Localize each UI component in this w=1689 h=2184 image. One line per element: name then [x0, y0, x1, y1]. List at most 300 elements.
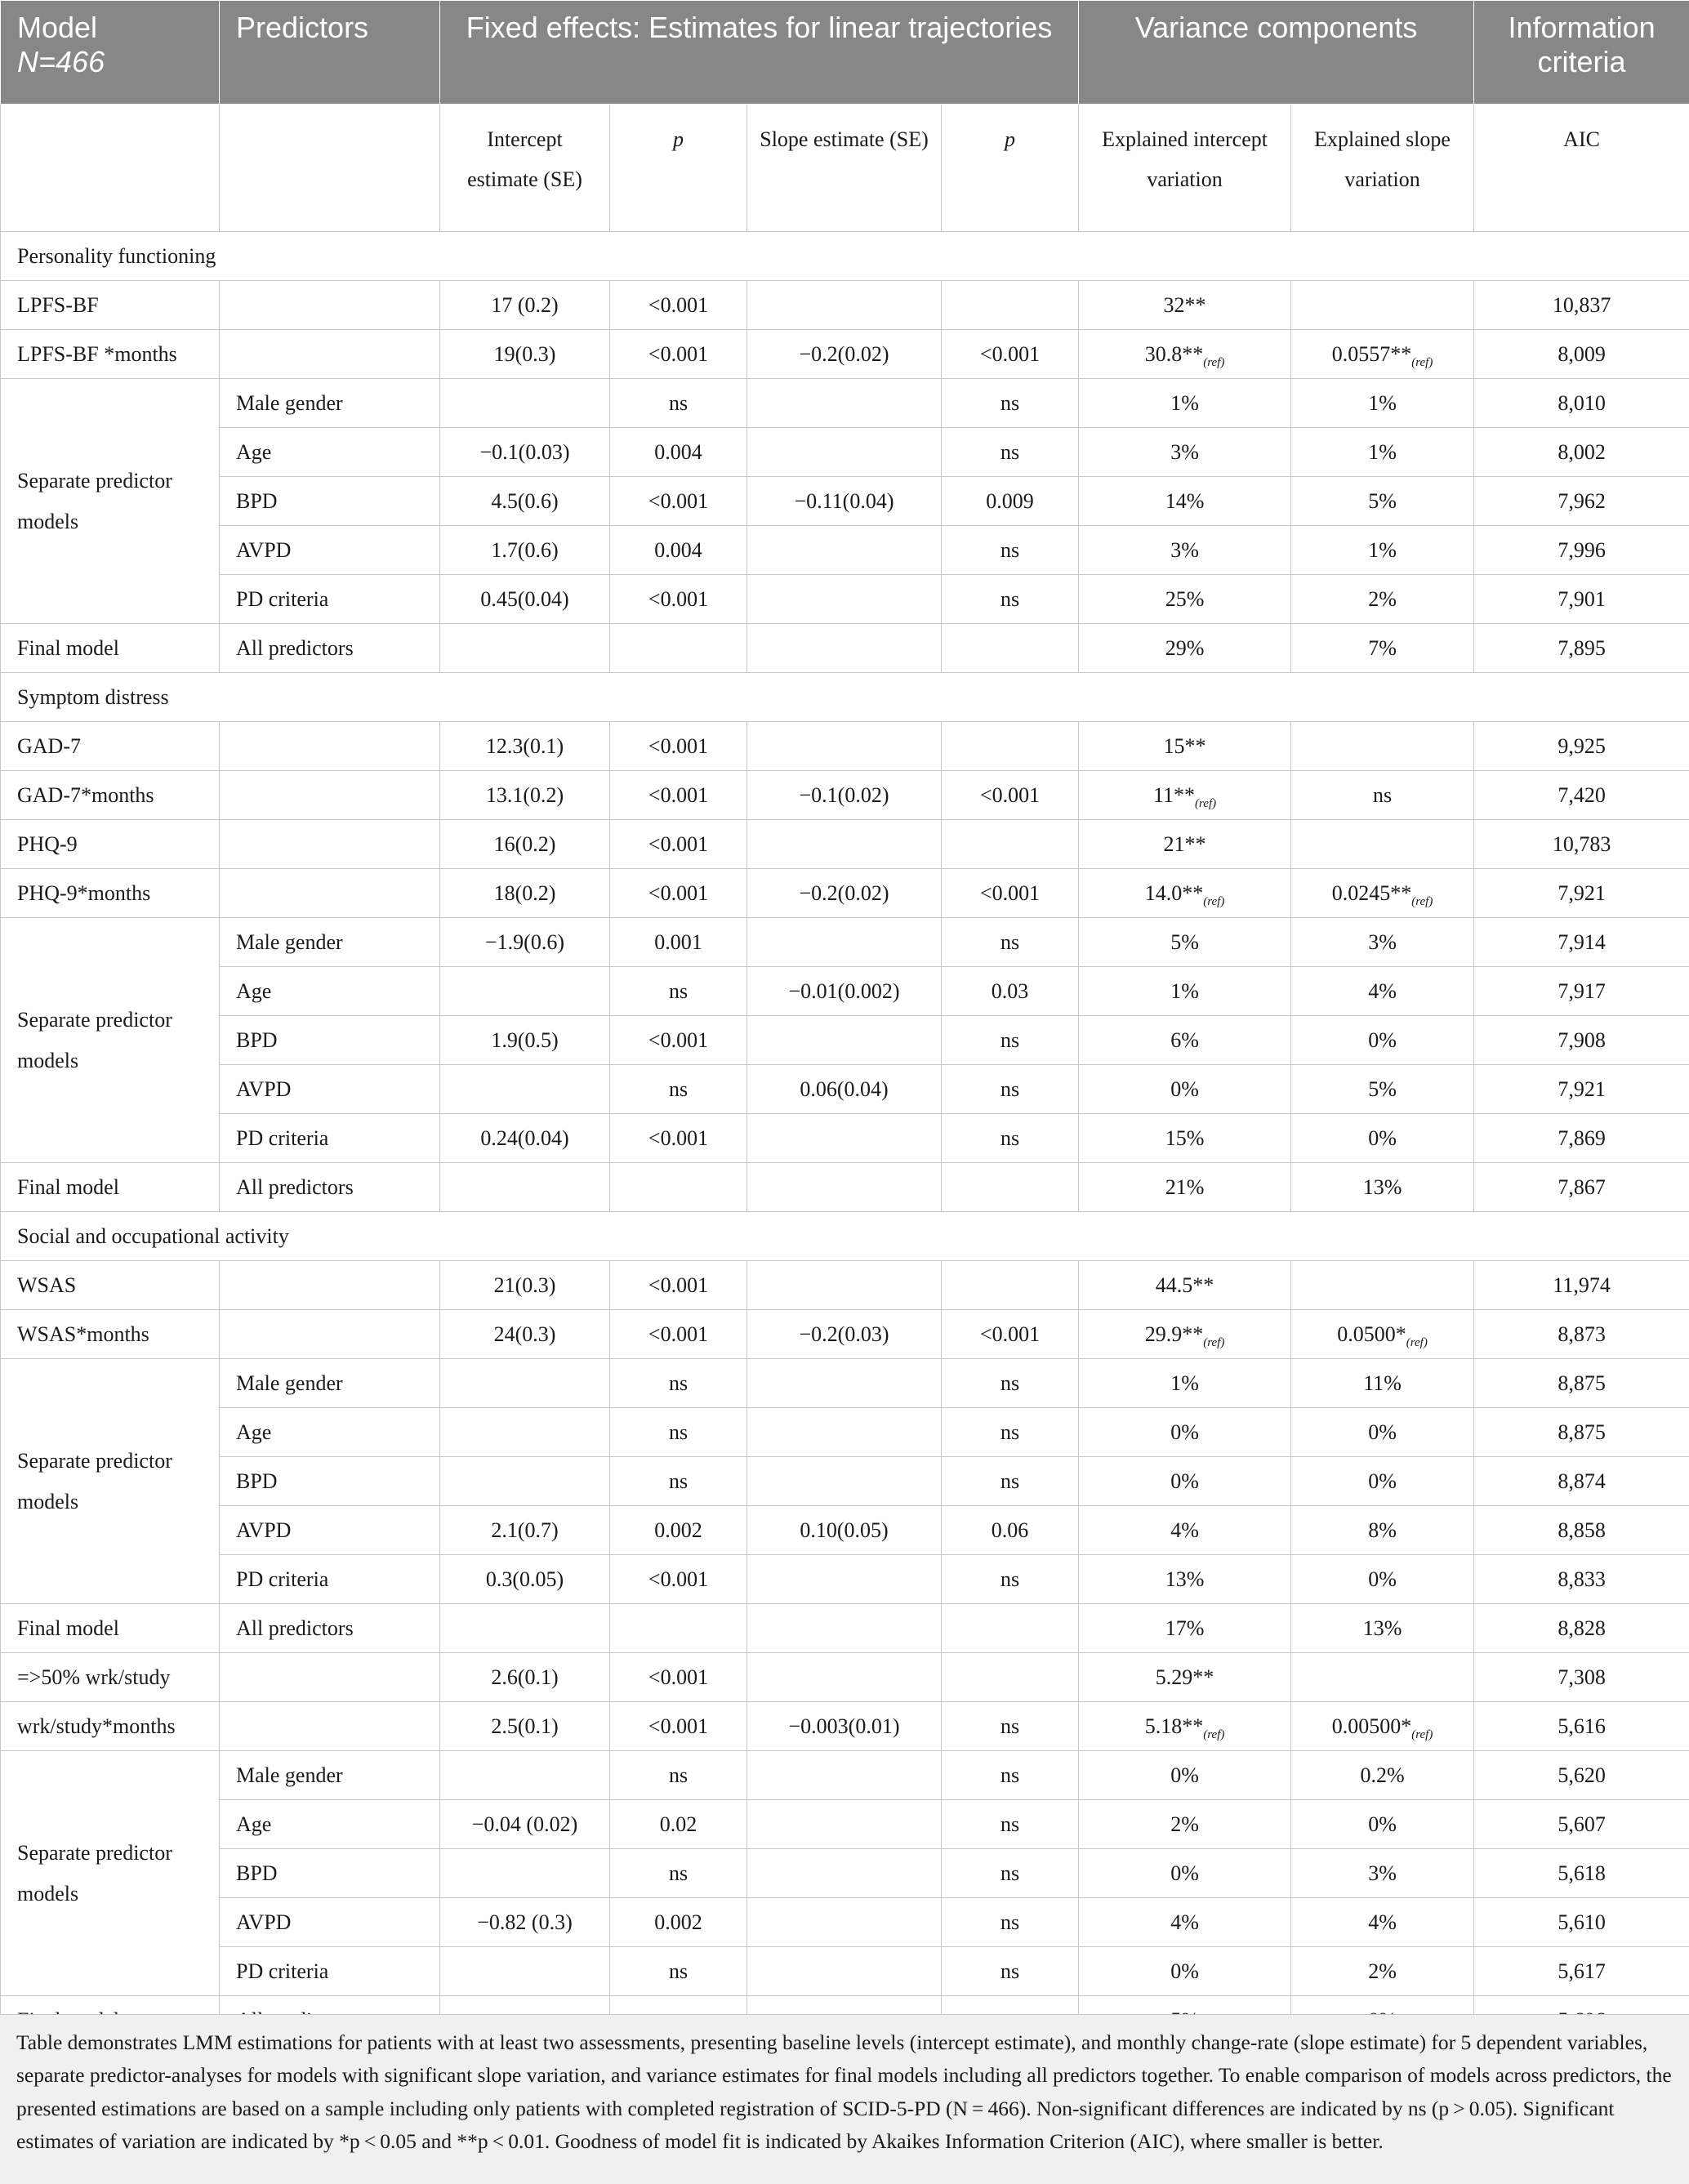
slope-cell — [747, 1506, 942, 1555]
slope-cell — [747, 379, 942, 428]
predictor-cell: AVPD — [220, 1898, 440, 1947]
p-cell — [942, 1163, 1079, 1212]
cell-value: 2.5(0.1) — [491, 1714, 559, 1738]
slope-cell — [747, 624, 942, 673]
p-cell — [610, 967, 747, 1016]
cell-value: 5,620 — [1558, 1763, 1606, 1787]
cell-value: 5,618 — [1558, 1861, 1606, 1885]
p-cell — [610, 330, 747, 379]
intercept-cell — [440, 1065, 610, 1114]
intercept-cell — [440, 869, 610, 918]
aic-cell — [1474, 1604, 1689, 1653]
slope-cell — [747, 1163, 942, 1212]
aic-cell — [1474, 1702, 1689, 1751]
cell-value: 0.002 — [654, 1910, 702, 1934]
cell-value: ns — [1000, 1371, 1020, 1395]
table-row — [1, 1653, 1689, 1702]
section-title: Symptom distress — [1, 673, 1689, 722]
predictor-cell: PD criteria — [220, 575, 440, 624]
intercept-cell — [440, 281, 610, 330]
p-cell — [610, 281, 747, 330]
explained-intercept-cell — [1079, 1800, 1291, 1849]
slope-cell — [747, 1408, 942, 1457]
table-row — [1, 967, 1689, 1016]
explained-slope-cell — [1291, 477, 1474, 526]
p-cell — [610, 1898, 747, 1947]
table-row — [1, 869, 1689, 918]
explained-intercept-cell — [1079, 1898, 1291, 1947]
p-cell — [610, 526, 747, 575]
group-label: Separate predictor models — [1, 1751, 220, 1996]
cell-value: 0% — [1368, 1469, 1397, 1493]
cell-value: <0.001 — [648, 831, 709, 856]
cell-value: 1% — [1368, 439, 1397, 464]
cell-value: 8,858 — [1558, 1518, 1606, 1542]
slope-cell — [747, 771, 942, 820]
table-row — [1, 1261, 1689, 1310]
cell-value: 11** — [1152, 782, 1196, 807]
p-cell — [610, 1751, 747, 1800]
table-row — [1, 1947, 1689, 1996]
cell-value: <0.001 — [648, 1322, 709, 1346]
intercept-cell — [440, 1114, 610, 1163]
slope-cell — [747, 1310, 942, 1359]
cell-value: ns — [1000, 1910, 1020, 1934]
cell-value: ns — [668, 1420, 689, 1444]
model-cell: Final model — [1, 624, 220, 673]
table-row — [1, 1359, 1689, 1408]
predictor-cell — [220, 820, 440, 869]
cell-value: ns — [1000, 1959, 1020, 1983]
section-title: Personality functioning — [1, 232, 1689, 281]
p-cell — [610, 428, 747, 477]
explained-intercept-cell — [1079, 1408, 1291, 1457]
p-cell — [942, 1457, 1079, 1506]
explained-intercept-cell — [1079, 1065, 1291, 1114]
predictor-cell: BPD — [220, 477, 440, 526]
explained-intercept-cell — [1079, 477, 1291, 526]
cell-value: 0.00500* — [1331, 1714, 1412, 1738]
intercept-cell — [440, 1359, 610, 1408]
ref-marker: (ref) — [1203, 355, 1225, 369]
p-cell — [942, 967, 1079, 1016]
model-cell: WSAS*months — [1, 1310, 220, 1359]
p-cell — [610, 1702, 747, 1751]
cell-value: 21** — [1163, 831, 1206, 856]
cell-value: 5,616 — [1558, 1714, 1606, 1738]
cell-value: 4% — [1368, 1910, 1397, 1934]
header-variance-components: Variance components — [1079, 1, 1474, 105]
intercept-cell — [440, 1016, 610, 1065]
cell-value: <0.001 — [648, 880, 709, 905]
cell-value: 0.06(0.04) — [800, 1076, 889, 1101]
explained-slope-cell — [1291, 379, 1474, 428]
cell-value: 8,873 — [1558, 1322, 1606, 1346]
cell-value: 0.0500* — [1337, 1322, 1406, 1346]
cell-value: ns — [668, 1469, 689, 1493]
table-row — [1, 1506, 1689, 1555]
p-cell — [610, 477, 747, 526]
p-cell — [610, 379, 747, 428]
table-row — [1, 1751, 1689, 1800]
aic-cell — [1474, 575, 1689, 624]
explained-slope-cell — [1291, 428, 1474, 477]
p-cell — [942, 1702, 1079, 1751]
intercept-cell — [440, 1947, 610, 1996]
predictor-cell: All predictors — [220, 1163, 440, 1212]
p-cell — [942, 1751, 1079, 1800]
explained-intercept-cell — [1079, 1702, 1291, 1751]
model-cell: WSAS — [1, 1261, 220, 1310]
explained-intercept-cell — [1079, 575, 1291, 624]
cell-value: 0.002 — [654, 1518, 702, 1542]
explained-intercept-cell — [1079, 1506, 1291, 1555]
cell-value: <0.001 — [648, 586, 709, 611]
slope-cell — [747, 526, 942, 575]
aic-cell — [1474, 1800, 1689, 1849]
subheader-slope: Slope estimate (SE) — [747, 105, 942, 232]
p-cell — [942, 1555, 1079, 1604]
cell-value: 7,420 — [1558, 782, 1606, 807]
aic-cell — [1474, 1898, 1689, 1947]
aic-cell — [1474, 1163, 1689, 1212]
intercept-cell — [440, 526, 610, 575]
aic-cell — [1474, 1506, 1689, 1555]
section-title: Social and occupational activity — [1, 1212, 1689, 1261]
cell-value: 7,996 — [1558, 537, 1606, 562]
cell-value: 17 (0.2) — [491, 292, 559, 317]
p-cell — [942, 526, 1079, 575]
p-cell — [610, 1408, 747, 1457]
cell-value: 13% — [1165, 1567, 1205, 1591]
cell-value: 0.45(0.04) — [480, 586, 569, 611]
cell-value: 0% — [1368, 1420, 1397, 1444]
explained-slope-cell — [1291, 1261, 1474, 1310]
aic-cell — [1474, 1065, 1689, 1114]
cell-value: 13% — [1362, 1174, 1402, 1199]
cell-value: 19(0.3) — [493, 341, 556, 366]
header-model-label: Model — [17, 11, 98, 44]
predictor-cell: Age — [220, 428, 440, 477]
subheader-explained-intercept: Explained intercept variation — [1079, 105, 1291, 232]
cell-value: 3% — [1368, 1861, 1397, 1885]
cell-value: ns — [1000, 1076, 1020, 1101]
cell-value: 2% — [1368, 1959, 1397, 1983]
cell-value: 8% — [1368, 1518, 1397, 1542]
explained-slope-cell — [1291, 1849, 1474, 1898]
p-cell — [610, 1261, 747, 1310]
p-cell — [610, 1114, 747, 1163]
model-cell: LPFS-BF — [1, 281, 220, 330]
cell-value: 0% — [1368, 1567, 1397, 1591]
cell-value: −0.003(0.01) — [788, 1714, 900, 1738]
cell-value: 17% — [1165, 1616, 1205, 1640]
cell-value: 44.5** — [1155, 1273, 1214, 1297]
slope-cell — [747, 1555, 942, 1604]
predictor-cell: BPD — [220, 1849, 440, 1898]
cell-value: 0.06 — [991, 1518, 1029, 1542]
cell-value: 8,875 — [1558, 1371, 1606, 1395]
explained-intercept-cell — [1079, 1457, 1291, 1506]
aic-cell — [1474, 1016, 1689, 1065]
explained-intercept-cell — [1079, 1604, 1291, 1653]
cell-value: ns — [668, 390, 689, 415]
table-row — [1, 428, 1689, 477]
p-cell — [942, 771, 1079, 820]
predictor-cell — [220, 722, 440, 771]
header-row — [1, 1, 1689, 105]
aic-cell — [1474, 624, 1689, 673]
aic-cell — [1474, 330, 1689, 379]
slope-cell — [747, 281, 942, 330]
cell-value: 0.02 — [659, 1812, 697, 1836]
subheader-p: p — [610, 105, 747, 232]
predictor-cell: All predictors — [220, 1604, 440, 1653]
cell-value: 12.3(0.1) — [485, 733, 564, 758]
intercept-cell — [440, 1800, 610, 1849]
p-cell — [942, 1408, 1079, 1457]
cell-value: −0.1(0.03) — [479, 439, 570, 464]
explained-slope-cell — [1291, 1653, 1474, 1702]
cell-value: 1% — [1170, 390, 1199, 415]
cell-value: 0% — [1368, 1812, 1397, 1836]
cell-value: 0.2% — [1360, 1763, 1405, 1787]
header-fixed-effects: Fixed effects: Estimates for linear trajectories — [440, 1, 1079, 105]
cell-value: 5,607 — [1558, 1812, 1606, 1836]
cell-value: 5% — [1170, 929, 1199, 954]
model-cell: PHQ-9 — [1, 820, 220, 869]
aic-cell — [1474, 1751, 1689, 1800]
section-row — [1, 1212, 1689, 1261]
explained-slope-cell — [1291, 1800, 1474, 1849]
cell-value: 21% — [1165, 1174, 1205, 1199]
predictor-cell: BPD — [220, 1457, 440, 1506]
cell-value: 0% — [1170, 1420, 1199, 1444]
predictor-cell: All predictors — [220, 624, 440, 673]
cell-value: 8,828 — [1558, 1616, 1606, 1640]
cell-value: −0.2(0.02) — [799, 341, 889, 366]
cell-value: 1.7(0.6) — [491, 537, 559, 562]
cell-value: ns — [1000, 1125, 1020, 1150]
intercept-cell — [440, 330, 610, 379]
explained-intercept-cell — [1079, 379, 1291, 428]
cell-value: 4% — [1170, 1910, 1199, 1934]
subheader-empty — [1, 105, 220, 232]
intercept-cell — [440, 1506, 610, 1555]
table-row — [1, 1604, 1689, 1653]
p-cell — [610, 1604, 747, 1653]
predictor-cell: Male gender — [220, 379, 440, 428]
table-row — [1, 526, 1689, 575]
cell-value: 0% — [1368, 1125, 1397, 1150]
slope-cell — [747, 1800, 942, 1849]
cell-value: 5% — [1368, 1076, 1397, 1101]
slope-cell — [747, 1702, 942, 1751]
cell-value: ns — [668, 1763, 689, 1787]
intercept-cell — [440, 771, 610, 820]
p-cell — [610, 575, 747, 624]
slope-cell — [747, 869, 942, 918]
table-row — [1, 918, 1689, 967]
cell-value: 14% — [1165, 488, 1205, 513]
subheader-explained-slope: Explained slope variation — [1291, 105, 1474, 232]
cell-value: <0.001 — [979, 880, 1041, 905]
p-cell — [942, 428, 1079, 477]
cell-value: 29.9** — [1144, 1322, 1204, 1346]
cell-value: <0.001 — [979, 782, 1041, 807]
cell-value: <0.001 — [648, 292, 709, 317]
aic-cell — [1474, 281, 1689, 330]
cell-value: 8,874 — [1558, 1469, 1606, 1493]
p-cell — [610, 1163, 747, 1212]
cell-value: 7,908 — [1558, 1027, 1606, 1052]
cell-value: 3% — [1170, 439, 1199, 464]
explained-slope-cell — [1291, 1114, 1474, 1163]
cell-value: 1% — [1368, 390, 1397, 415]
subheader-aic: AIC — [1474, 105, 1689, 232]
explained-slope-cell — [1291, 1506, 1474, 1555]
intercept-cell — [440, 1261, 610, 1310]
cell-value: 2.6(0.1) — [491, 1665, 559, 1689]
explained-intercept-cell — [1079, 1016, 1291, 1065]
p-cell — [610, 1506, 747, 1555]
group-label: Separate predictor models — [1, 379, 220, 624]
cell-value: 10,837 — [1552, 292, 1611, 317]
cell-value: 0% — [1170, 1469, 1199, 1493]
cell-value: 0.24(0.04) — [480, 1125, 569, 1150]
cell-value: ns — [1000, 1420, 1020, 1444]
p-cell — [942, 869, 1079, 918]
table-row — [1, 820, 1689, 869]
explained-slope-cell — [1291, 722, 1474, 771]
explained-intercept-cell — [1079, 1653, 1291, 1702]
p-cell — [942, 820, 1079, 869]
model-cell: wrk/study*months — [1, 1702, 220, 1751]
explained-intercept-cell — [1079, 526, 1291, 575]
predictor-cell — [220, 1310, 440, 1359]
subheader-intercept: Intercept estimate (SE) — [440, 105, 610, 232]
table-row — [1, 1163, 1689, 1212]
subheader-empty — [220, 105, 440, 232]
header-information-criteria: Information criteria — [1474, 1, 1689, 105]
cell-value: 8,009 — [1558, 341, 1606, 366]
section-row — [1, 673, 1689, 722]
slope-cell — [747, 428, 942, 477]
p-cell — [942, 477, 1079, 526]
cell-value: 0.10(0.05) — [800, 1518, 889, 1542]
explained-slope-cell — [1291, 281, 1474, 330]
intercept-cell — [440, 379, 610, 428]
explained-slope-cell — [1291, 1555, 1474, 1604]
p-cell — [610, 624, 747, 673]
cell-value: 7,921 — [1558, 1076, 1606, 1101]
table-row — [1, 1898, 1689, 1947]
cell-value: −0.2(0.02) — [799, 880, 889, 905]
cell-value: 30.8** — [1144, 341, 1204, 366]
cell-value: 16(0.2) — [493, 831, 556, 856]
cell-value: 0.3(0.05) — [485, 1567, 564, 1591]
slope-cell — [747, 477, 942, 526]
cell-value: 1% — [1170, 1371, 1199, 1395]
explained-intercept-cell — [1079, 722, 1291, 771]
cell-value: 7% — [1368, 635, 1397, 660]
cell-value: 15** — [1163, 733, 1206, 758]
cell-value: 25% — [1165, 586, 1205, 611]
cell-value: 0% — [1170, 1959, 1199, 1983]
header-predictors: Predictors — [220, 1, 440, 105]
intercept-cell — [440, 1310, 610, 1359]
aic-cell — [1474, 1114, 1689, 1163]
p-cell — [610, 1359, 747, 1408]
section-row — [1, 232, 1689, 281]
cell-value: 5% — [1368, 488, 1397, 513]
cell-value: 0.004 — [654, 439, 702, 464]
slope-cell — [747, 1016, 942, 1065]
predictor-cell: AVPD — [220, 1065, 440, 1114]
cell-value: −0.01(0.002) — [788, 978, 900, 1003]
cell-value: 14.0** — [1144, 880, 1204, 905]
explained-slope-cell — [1291, 624, 1474, 673]
slope-cell — [747, 1947, 942, 1996]
intercept-cell — [440, 1457, 610, 1506]
ref-marker: (ref) — [1195, 796, 1217, 810]
model-cell: =>50% wrk/study — [1, 1653, 220, 1702]
aic-cell — [1474, 722, 1689, 771]
predictor-cell: Age — [220, 967, 440, 1016]
predictor-cell — [220, 281, 440, 330]
cell-value: 7,921 — [1558, 880, 1606, 905]
table-row — [1, 477, 1689, 526]
explained-intercept-cell — [1079, 1751, 1291, 1800]
subheader-row — [1, 105, 1689, 232]
cell-value: 18(0.2) — [493, 880, 556, 905]
p-cell — [610, 1310, 747, 1359]
table-row — [1, 624, 1689, 673]
table-row — [1, 575, 1689, 624]
cell-value: 5.29** — [1155, 1665, 1214, 1689]
slope-cell — [747, 918, 942, 967]
cell-value: 7,914 — [1558, 929, 1606, 954]
predictor-cell: Age — [220, 1408, 440, 1457]
explained-slope-cell — [1291, 1947, 1474, 1996]
predictor-cell: Male gender — [220, 1359, 440, 1408]
predictor-cell: AVPD — [220, 1506, 440, 1555]
slope-cell — [747, 1751, 942, 1800]
ref-marker: (ref) — [1203, 1335, 1225, 1349]
p-cell — [942, 330, 1079, 379]
p-cell — [610, 820, 747, 869]
p-cell — [610, 869, 747, 918]
p-cell — [610, 918, 747, 967]
cell-value: 0.0245** — [1331, 880, 1412, 905]
explained-intercept-cell — [1079, 967, 1291, 1016]
intercept-cell — [440, 1849, 610, 1898]
p-cell — [610, 1653, 747, 1702]
cell-value: 7,867 — [1558, 1174, 1606, 1199]
p-cell — [942, 918, 1079, 967]
cell-value: <0.001 — [648, 782, 709, 807]
p-cell — [610, 1016, 747, 1065]
aic-cell — [1474, 1555, 1689, 1604]
explained-slope-cell — [1291, 1702, 1474, 1751]
cell-value: 7,308 — [1558, 1665, 1606, 1689]
model-cell: LPFS-BF *months — [1, 330, 220, 379]
cell-value: −0.11(0.04) — [794, 488, 894, 513]
group-label: Separate predictor models — [1, 918, 220, 1163]
header-model — [1, 1, 220, 105]
p-cell — [942, 1065, 1079, 1114]
model-cell: Final model — [1, 1604, 220, 1653]
